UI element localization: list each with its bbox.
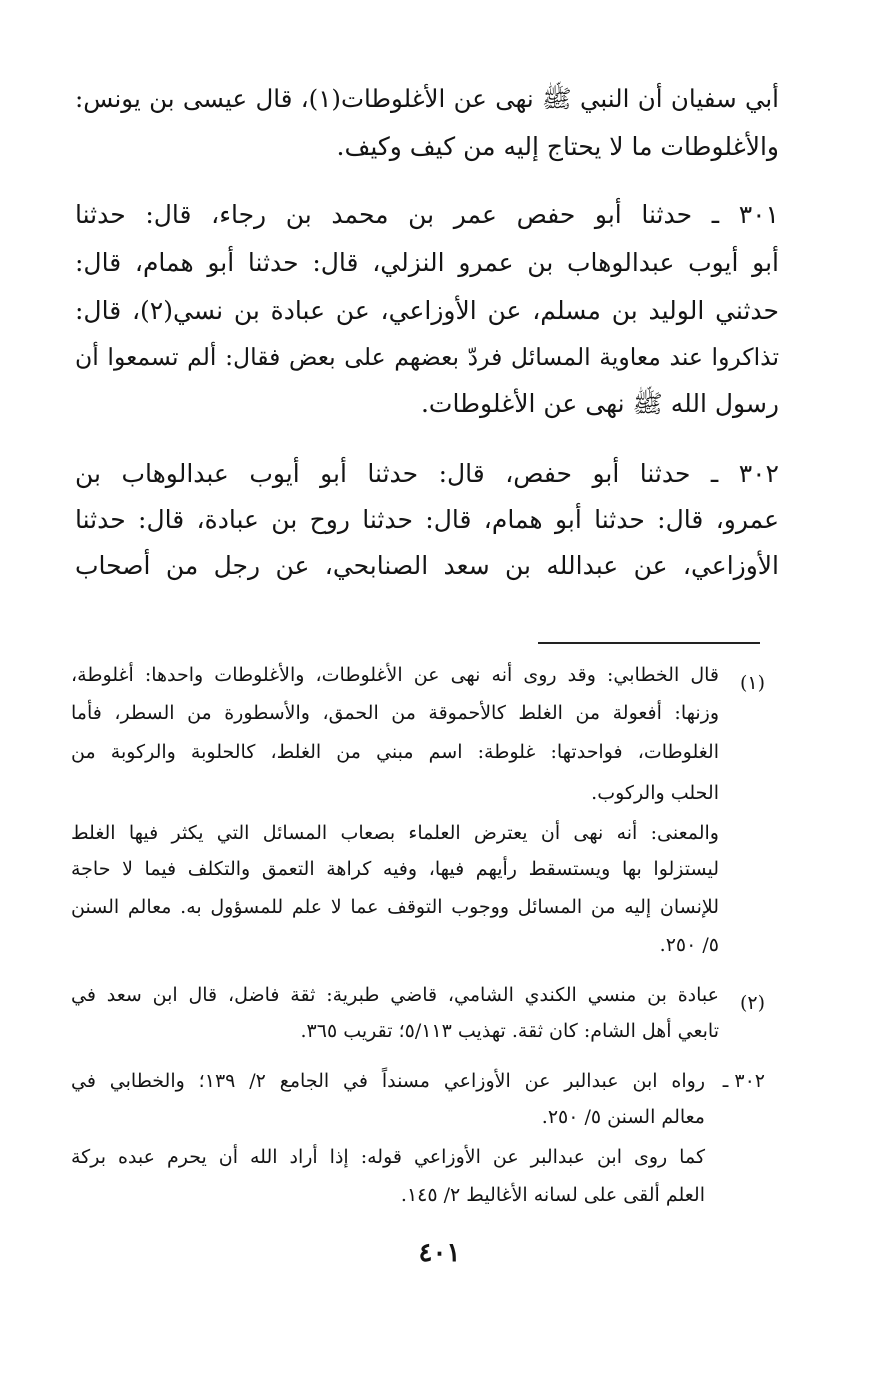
footnote-line: العلم ألقى على لسانه الأغاليط ٢/ ١٤٥. — [400, 1184, 705, 1206]
footnote-line: وزنها: أفعولة من الغلط كالأحموقة من الحمق، والأسطورة من السطر، فأما — [71, 702, 719, 724]
main-line: أبي سفيان أن النبي ﷺ نهى عن الأغلوطات(١)، قال عيسى بن يونس: — [75, 84, 779, 113]
main-line: تذاكروا عند معاوية المسائل فردّ بعضهم على بعض فقال: ألم تسمعوا أن — [75, 343, 779, 371]
footnote-line: ٥/ ٢٥٠. — [659, 934, 719, 956]
footnote-line: قال الخطابي: وقد روى أنه نهى عن الأغلوطات، والأغلوطات واحدها: أغلوطة، — [71, 664, 719, 686]
page-number: ٤٠١ — [418, 1238, 461, 1268]
main-line: عمرو، قال: حدثنا أبو همام، قال: حدثنا روح بن عبادة، قال: حدثنا — [75, 505, 779, 534]
footnote-separator — [538, 642, 760, 644]
footnote-marker: (١) — [739, 672, 765, 694]
footnote-line: عبادة بن منسي الكندي الشامي، قاضي طبرية: ثقة فاضل، قال ابن سعد في — [71, 984, 719, 1006]
footnote-line: تابعي أهل الشام: كان ثقة. تهذيب ٥/١١٣؛ تقريب ٣٦٥. — [300, 1020, 719, 1042]
footnote-line: كما روى ابن عبدالبر عن الأوزاعي قوله: إذا أراد الله أن يحرم عبده بركة — [71, 1146, 705, 1168]
main-line: والأغلوطات ما لا يحتاج إليه من كيف وكيف. — [336, 132, 779, 161]
footnote-line: ليستزلوا بها ويستسقط رأيهم فيها، وفيه كراهة التعمق والتكلف فيما لا حاجة — [71, 858, 719, 880]
footnote-line: والمعنى: أنه نهى أن يعترض العلماء بصعاب المسائل التي يكثر فيها الغلط — [71, 822, 719, 844]
footnote-marker: (٢) — [739, 992, 765, 1014]
main-line: ٣٠٢ ـ حدثنا أبو حفص، قال: حدثنا أبو أيوب عبدالوهاب بن — [75, 459, 779, 488]
main-line: أبو أيوب عبدالوهاب بن عمرو النزلي، قال: حدثنا أبو همام، قال: — [75, 248, 779, 277]
footnote-line: رواه ابن عبدالبر عن الأوزاعي مسنداً في الجامع ٢/ ١٣٩؛ والخطابي في — [71, 1070, 705, 1092]
footnote-line: معالم السنن ٥/ ٢٥٠. — [541, 1106, 705, 1128]
footnote-marker: ٣٠٢ ـ — [722, 1070, 765, 1092]
footnote-line: الحلب والركوب. — [591, 782, 719, 804]
main-line: الأوزاعي، عن عبدالله بن سعد الصنابحي، عن رجل من أصحاب — [75, 551, 779, 580]
main-line: ٣٠١ ـ حدثنا أبو حفص عمر بن محمد بن رجاء، قال: حدثنا — [75, 200, 779, 229]
main-line: حدثني الوليد بن مسلم، عن الأوزاعي، عن عبادة بن نسي(٢)، قال: — [75, 296, 779, 325]
footnote-line: للإنسان إليه من المسائل ووجوب التوقف عما لا علم للمسؤول به. معالم السنن — [71, 896, 719, 918]
main-line: رسول الله ﷺ نهى عن الأغلوطات. — [420, 389, 779, 418]
footnote-line: الغلوطات، فواحدتها: غلوطة: اسم مبني من الغلط، كالحلوبة والركوبة من — [71, 741, 719, 763]
